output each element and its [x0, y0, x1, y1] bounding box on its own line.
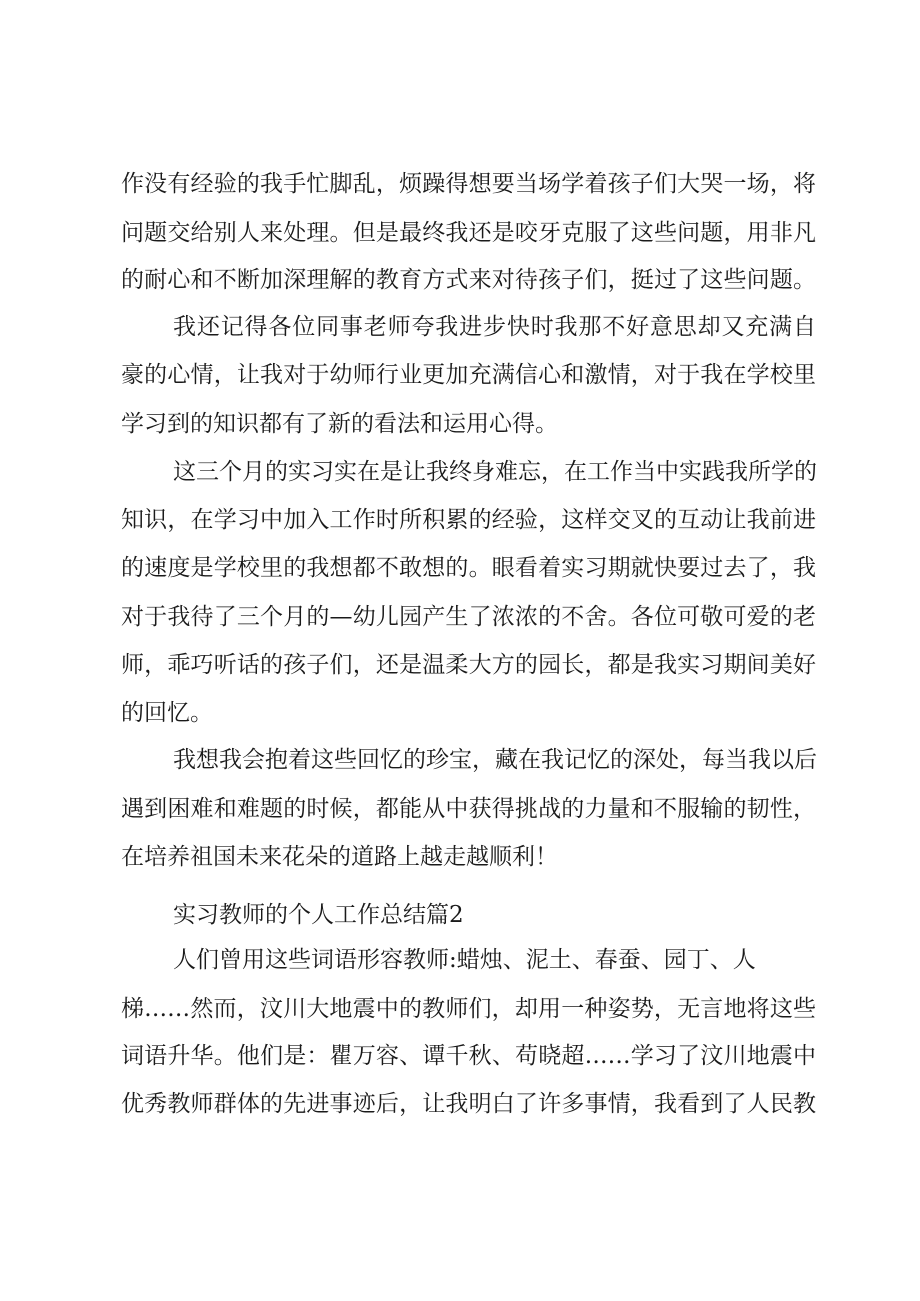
paragraph-line: 学习到的知识都有了新的看法和运用心得。 [121, 411, 558, 437]
paragraph-line: 人们曾用这些词语形容教师:蜡烛、泥土、春蚕、园丁、人 [173, 947, 756, 973]
paragraph-line: 的耐心和不断加深理解的教育方式来对待孩子们，挺过了这些问题。 [121, 267, 816, 293]
paragraph-line: 在培养祖国未来花朵的道路上越走越顺利！ [121, 844, 558, 870]
section-heading: 实习教师的个人工作总结篇2 [173, 902, 464, 928]
paragraph-line: 豪的心情，让我对于幼师行业更加充满信心和激情，对于我在学校里 [121, 362, 816, 388]
paragraph-line: 师，乖巧听话的孩子们，还是温柔大方的园长，都是我实习期间美好 [121, 652, 816, 678]
paragraph-line: 的回忆。 [121, 700, 213, 726]
paragraph-line: 这三个月的实习实在是让我终身难忘，在工作当中实践我所学的 [173, 459, 817, 485]
paragraph-line: 词语升华。他们是：瞿万容、谭千秋、苟晓超……学习了汶川地震中 [121, 1043, 816, 1069]
paragraph-line: 遇到困难和难题的时候，都能从中获得挑战的力量和不服输的韧性， [121, 796, 816, 822]
paragraph-line: 问题交给别人来处理。但是最终我还是咬牙克服了这些问题，用非凡 [121, 220, 816, 246]
paragraph-line: 对于我待了三个月的—幼儿园产生了浓浓的不舍。各位可敬可爱的老 [121, 604, 816, 630]
paragraph-line: 作没有经验的我手忙脚乱，烦躁得想要当场学着孩子们大哭一场，将 [121, 171, 816, 197]
paragraph-line: 我还记得各位同事老师夸我进步快时我那不好意思却又充满自 [173, 314, 816, 340]
paragraph-line: 优秀教师群体的先进事迹后，让我明白了许多事情，我看到了人民教 [121, 1091, 816, 1117]
paragraph-line: 我想我会抱着这些回忆的珍宝，藏在我记忆的深处，每当我以后 [173, 747, 817, 773]
paragraph-line: 知识，在学习中加入工作时所积累的经验，这样交叉的互动让我前进 [121, 507, 816, 533]
paragraph-line: 的速度是学校里的我想都不敢想的。眼看着实习期就快要过去了，我 [121, 555, 816, 581]
paragraph-line: 梯……然而，汶川大地震中的教师们，却用一种姿势，无言地将这些 [121, 996, 816, 1022]
